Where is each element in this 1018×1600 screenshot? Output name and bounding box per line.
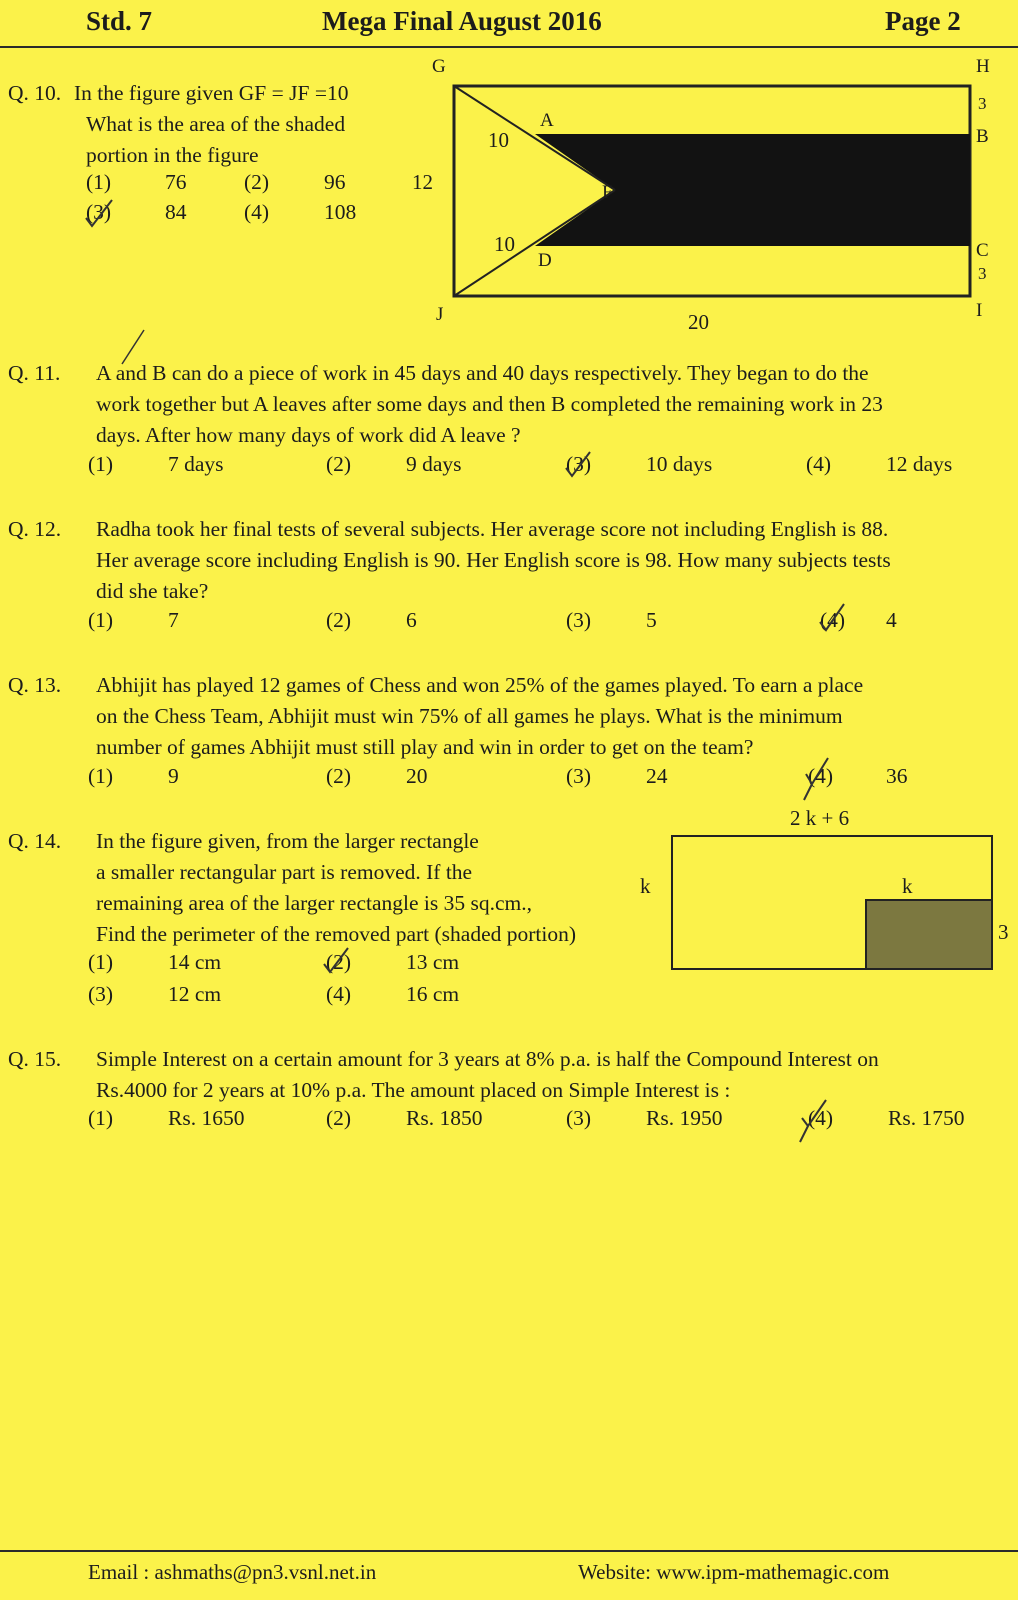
option-value: 14 cm — [168, 950, 222, 974]
figure-10-drawing — [410, 54, 1010, 344]
option-value: 20 — [406, 764, 428, 788]
option-number: (2) — [326, 950, 352, 974]
question-line: In the figure given GF = JF =10 — [74, 81, 349, 105]
label-c: C — [976, 240, 989, 261]
option-value: 76 — [165, 170, 187, 194]
option-value: 13 cm — [406, 950, 460, 974]
option-number: (1) — [88, 608, 114, 632]
question-14 — [8, 826, 658, 950]
option-number: (3) — [566, 608, 592, 632]
fig14-inner-label: k — [902, 874, 913, 898]
tick-mark-icon — [118, 328, 148, 368]
footer-rule — [0, 1550, 1018, 1552]
tick-mark-icon — [318, 944, 354, 980]
question-line: In the figure given, from the larger rectangle — [96, 829, 479, 853]
label-d: D — [538, 250, 552, 271]
question-line: What is the area of the shaded — [86, 112, 346, 136]
label-j: J — [436, 304, 444, 325]
option-value: 7 — [168, 608, 179, 632]
option-number: (1) — [88, 764, 114, 788]
option-value: Rs. 1950 — [646, 1106, 723, 1130]
question-number: Q. 11. — [8, 361, 61, 385]
question-number: Q. 13. — [8, 673, 62, 697]
dim-hb: 3 — [978, 94, 987, 113]
question-line: work together but A leaves after some days and then B completed the remaining work in 23 — [96, 392, 883, 416]
option-value: 4 — [886, 608, 897, 632]
option-value: 36 — [886, 764, 908, 788]
fig14-left-label: k — [640, 874, 651, 898]
question-number: Q. 14. — [8, 829, 62, 853]
option-value: 6 — [406, 608, 417, 632]
option-number: (1) — [88, 950, 114, 974]
label-i: I — [976, 300, 983, 321]
option-value: 12 cm — [168, 982, 222, 1006]
option-number: (4) — [808, 1106, 834, 1130]
option-value: 12 days — [886, 452, 953, 476]
question-13 — [8, 670, 1008, 763]
tick-mark-icon — [796, 1096, 836, 1146]
option-value: 108 — [324, 200, 357, 224]
option-number: (1) — [88, 452, 114, 476]
tick-mark-icon — [814, 600, 850, 636]
option-number: (3) — [88, 982, 114, 1006]
question-line: on the Chess Team, Abhijit must win 75% of all games he plays. What is the minimum — [96, 704, 843, 728]
option-number: (2) — [326, 1106, 352, 1130]
question-line: Find the perimeter of the removed part (shaded portion) — [96, 922, 577, 946]
question-line: remaining area of the larger rectangle is 35 sq.cm., — [96, 891, 532, 915]
question-number: Q. 12. — [8, 517, 62, 541]
question-line: a smaller rectangular part is removed. If the — [96, 860, 473, 884]
question-15 — [8, 1044, 1008, 1106]
option-number: (2) — [244, 170, 270, 194]
page-title: Mega Final August 2016 — [322, 6, 602, 36]
option-number: (2) — [326, 452, 352, 476]
option-number: (4) — [326, 982, 352, 1006]
option-number: (4) — [806, 452, 832, 476]
header-rule — [0, 46, 1018, 48]
question-line: Radha took her final tests of several subjects. Her average score not including English is 88. — [96, 517, 889, 541]
option-value: 96 — [324, 170, 346, 194]
question-line: Rs.4000 for 2 years at 10% p.a. The amount placed on Simple Interest is : — [96, 1078, 731, 1102]
option-number: (1) — [88, 1106, 114, 1130]
option-value: 84 — [165, 200, 187, 224]
question-line: Abhijit has played 12 games of Chess and won 25% of the games played. To earn a place — [96, 673, 864, 697]
dim-ci: 3 — [978, 264, 987, 283]
tick-mark-icon — [800, 754, 836, 802]
option-value: Rs. 1750 — [888, 1106, 965, 1130]
question-line: did she take? — [96, 579, 209, 603]
question-line: number of games Abhijit must still play and win in order to get on the team? — [96, 735, 754, 759]
option-value: 9 — [168, 764, 179, 788]
option-value: 16 cm — [406, 982, 460, 1006]
option-number: (3) — [566, 1106, 592, 1130]
dim-ga: 10 — [488, 128, 509, 152]
question-number: Q. 10. — [8, 81, 62, 105]
figure-10 — [410, 54, 1010, 344]
option-number: (3) — [86, 200, 112, 224]
option-value: Rs. 1650 — [168, 1106, 245, 1130]
label-h: H — [976, 56, 990, 77]
fig14-top-label: 2 k + 6 — [790, 806, 850, 830]
question-11 — [8, 358, 1008, 451]
option-number: (4) — [244, 200, 270, 224]
option-value: 5 — [646, 608, 657, 632]
question-line: Simple Interest on a certain amount for 3 years at 8% p.a. is half the Compound Interest on — [96, 1047, 879, 1071]
option-number: (4) — [808, 764, 834, 788]
question-number: Q. 15. — [8, 1047, 62, 1071]
option-number: (2) — [326, 608, 352, 632]
dim-dj: 10 — [494, 232, 515, 256]
fig14-right-label: 3 — [998, 920, 1009, 944]
question-12 — [8, 514, 1008, 607]
std-label: Std. 7 — [86, 6, 153, 36]
tick-mark-icon — [80, 196, 120, 236]
option-number: (4) — [820, 608, 846, 632]
option-value: Rs. 1850 — [406, 1106, 483, 1130]
option-number: (2) — [326, 764, 352, 788]
question-line: A and B can do a piece of work in 45 days and 40 days respectively. They began to do the — [96, 361, 869, 385]
page-number: Page 2 — [885, 6, 961, 36]
label-a: A — [540, 110, 554, 131]
option-number: (1) — [86, 170, 112, 194]
figure-14 — [636, 800, 1016, 1000]
question-line: Her average score including English is 90. Her English score is 98. How many subjects tests — [96, 548, 891, 572]
label-f: F — [602, 182, 613, 203]
dim-height: 12 — [412, 170, 433, 194]
label-g: G — [432, 56, 446, 77]
option-value: 24 — [646, 764, 668, 788]
option-value: 9 days — [406, 452, 462, 476]
option-value: 10 days — [646, 452, 713, 476]
question-line: portion in the figure — [86, 143, 259, 167]
option-number: (3) — [566, 764, 592, 788]
footer-email: Email : ashmaths@pn3.vsnl.net.in — [88, 1560, 377, 1584]
label-b: B — [976, 126, 989, 147]
option-number: (3) — [566, 452, 592, 476]
tick-mark-icon — [560, 448, 596, 484]
question-line: days. After how many days of work did A leave ? — [96, 423, 521, 447]
dim-width: 20 — [688, 310, 709, 334]
footer-website: Website: www.ipm-mathemagic.com — [578, 1560, 890, 1584]
option-value: 7 days — [168, 452, 224, 476]
